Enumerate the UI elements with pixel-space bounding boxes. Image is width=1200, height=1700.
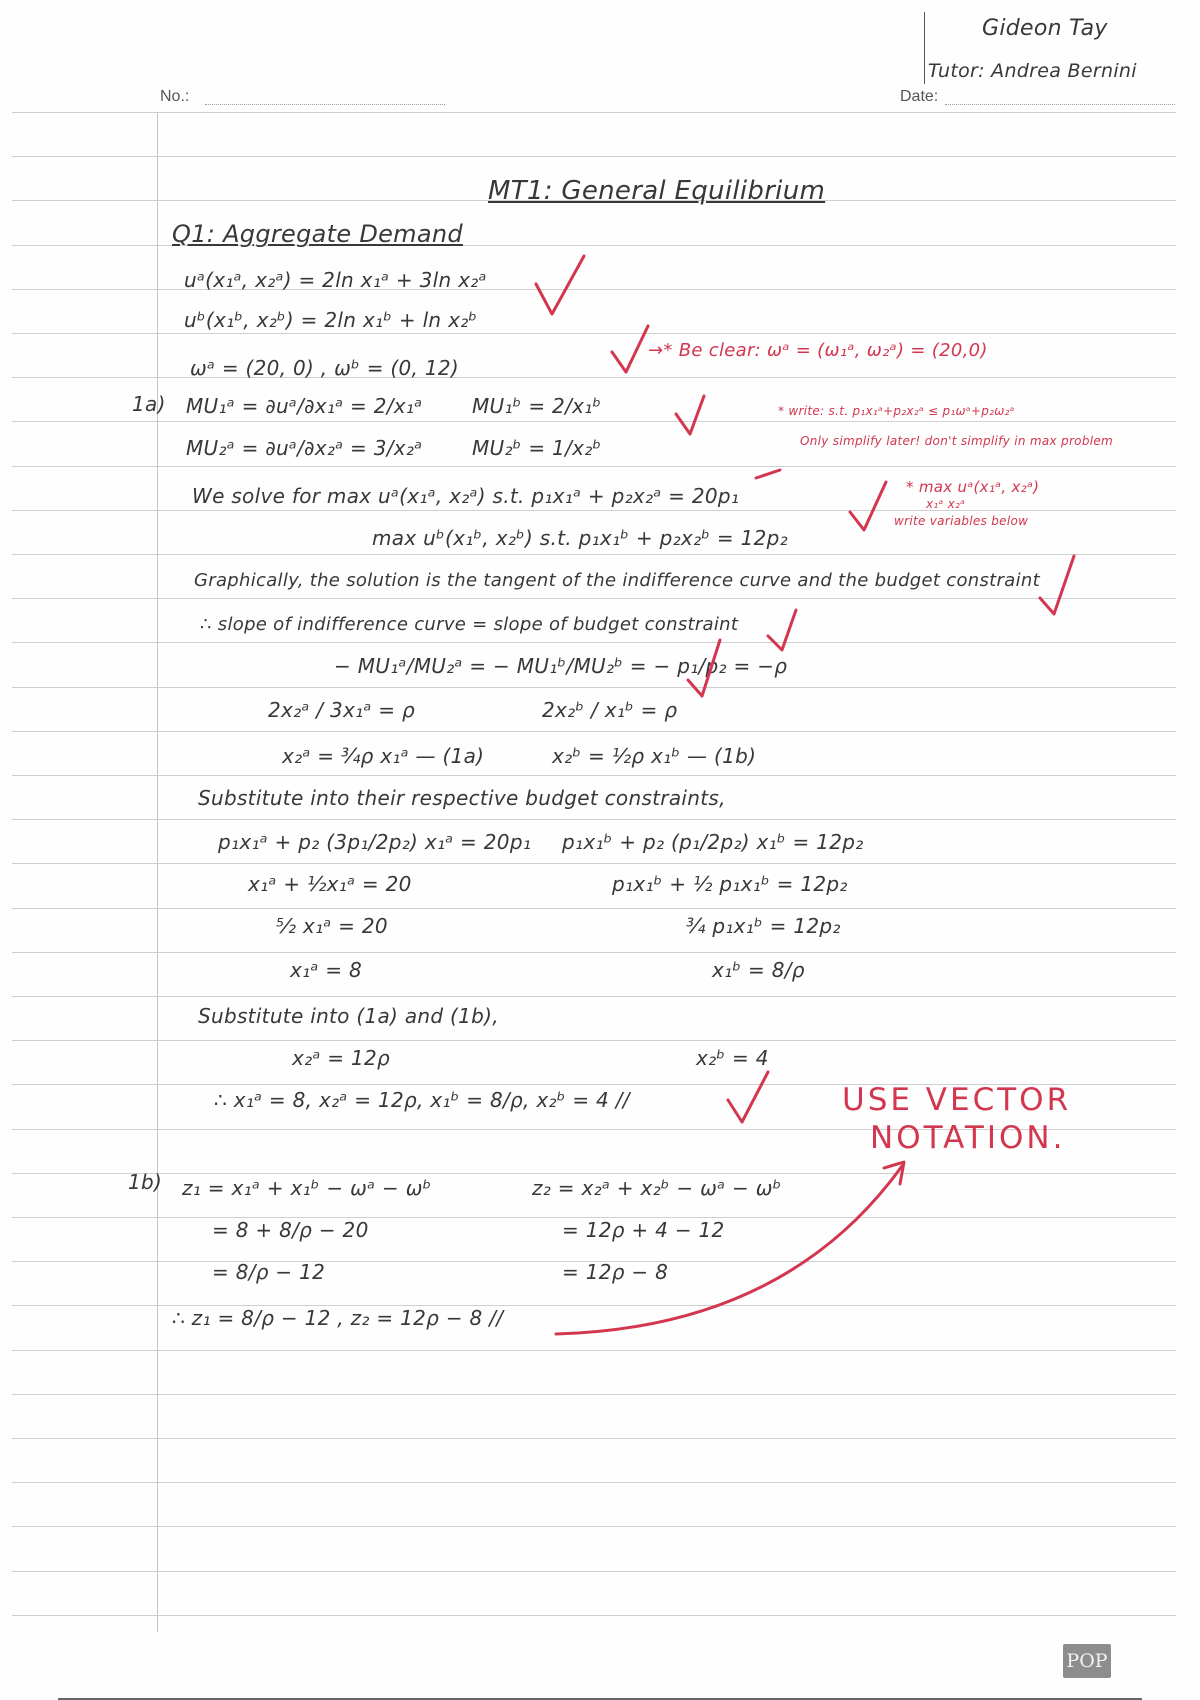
curved-arrow-icon [556, 1166, 902, 1334]
a-step-1: p₁x₁ᵃ + p₂ (3p₁/2p₂) x₁ᵃ = 20p₁ [218, 830, 532, 854]
check-mark-icon [688, 640, 720, 696]
note-write-below: write variables below [894, 514, 1029, 528]
a-step-4: x₁ᵃ = 8 [290, 958, 362, 982]
check-mark-icon [536, 256, 584, 314]
utility-b: uᵇ(x₁ᵇ, x₂ᵇ) = 2ln x₁ᵇ + ln x₂ᵇ [184, 308, 478, 332]
check-mark-icon [676, 396, 704, 434]
b-step-2: p₁x₁ᵇ + ½ p₁x₁ᵇ = 12p₂ [612, 872, 848, 896]
substitute-again-text: Substitute into (1a) and (1b), [198, 1004, 499, 1028]
note-simplify-later: Only simplify later! don't simplify in max problem [800, 434, 1114, 448]
part-b-label: 1b) [128, 1170, 163, 1194]
eq-1a: x₂ᵃ = ¾ρ x₁ᵃ — (1a) [282, 744, 485, 768]
eq-1b: x₂ᵇ = ½ρ x₁ᵇ — (1b) [552, 744, 757, 768]
solve-a: We solve for max uᵃ(x₁ᵃ, x₂ᵃ) s.t. p₁x₁ᵃ + p₂x₂ᵃ = 20p₁ [192, 484, 740, 508]
vector-note-line2: NOTATION. [870, 1120, 1066, 1156]
part-b-final-result: ∴ z₁ = 8/ρ − 12 , z₂ = 12ρ − 8 // [172, 1306, 504, 1330]
x2b-result: x₂ᵇ = 4 [696, 1046, 769, 1070]
endowments: ωᵃ = (20, 0) , ωᵇ = (0, 12) [190, 356, 459, 380]
solve-b: max uᵇ(x₁ᵇ, x₂ᵇ) s.t. p₁x₁ᵇ + p₂x₂ᵇ = 12p₂ [372, 526, 788, 550]
z1-line-2: = 8 + 8/ρ − 20 [212, 1218, 369, 1242]
z2-line-3: = 12ρ − 8 [562, 1260, 669, 1284]
graphical-solution: Graphically, the solution is the tangent of the indifference curve and the budget constraint [194, 570, 1040, 591]
ratio-b: 2x₂ᵇ / x₁ᵇ = ρ [542, 698, 678, 722]
check-mark-icon [728, 1072, 768, 1122]
b-step-1: p₁x₁ᵇ + p₂ (p₁/2p₂) x₁ᵇ = 12p₂ [562, 830, 864, 854]
mu2-a: MU₂ᵃ = ∂uᵃ/∂x₂ᵃ = 3/x₂ᵃ [186, 436, 423, 460]
note-max: * max uᵃ(x₁ᵃ, x₂ᵃ) [906, 478, 1040, 496]
a-step-2: x₁ᵃ + ½x₁ᵃ = 20 [248, 872, 412, 896]
mu1-a: MU₁ᵃ = ∂uᵃ/∂x₁ᵃ = 2/x₁ᵃ [186, 394, 423, 418]
check-mark-icon [612, 326, 648, 372]
x2a-result: x₂ᵃ = 12ρ [292, 1046, 391, 1070]
note-be-clear: →* Be clear: ωᵃ = (ω₁ᵃ, ω₂ᵃ) = (20,0) [648, 340, 988, 361]
check-mark-icon [768, 610, 796, 650]
utility-a: uᵃ(x₁ᵃ, x₂ᵃ) = 2ln x₁ᵃ + 3ln x₂ᵃ [184, 268, 487, 292]
brand-logo: POP [1063, 1644, 1111, 1678]
page-title: MT1: General Equilibrium [488, 176, 826, 206]
substitute-text: Substitute into their respective budget constraints, [198, 786, 726, 810]
a-step-3: ⁵⁄₂ x₁ᵃ = 20 [276, 914, 388, 938]
ratio-a: 2x₂ᵃ / 3x₁ᵃ = ρ [268, 698, 415, 722]
vector-note-line1: USE VECTOR [842, 1082, 1072, 1118]
student-name: Gideon Tay [982, 16, 1108, 41]
question-heading: Q1: Aggregate Demand [172, 220, 463, 248]
z2-line-2: = 12ρ + 4 − 12 [562, 1218, 725, 1242]
check-mark-icon [1040, 556, 1074, 614]
part-a-label: 1a) [132, 392, 166, 416]
note-choice-vars: x₁ᵃ x₂ᵃ [926, 497, 966, 511]
z2-line-1: z₂ = x₂ᵃ + x₂ᵇ − ωᵃ − ωᵇ [532, 1176, 782, 1200]
b-step-3: ¾ p₁x₁ᵇ = 12p₂ [686, 914, 841, 938]
arrow-icon [756, 470, 780, 478]
mu1-b: MU₁ᵇ = 2/x₁ᵇ [472, 394, 602, 418]
part-a-final-result: ∴ x₁ᵃ = 8, x₂ᵃ = 12ρ, x₁ᵇ = 8/ρ, x₂ᵇ = 4 // [214, 1088, 630, 1112]
slope-equality: ∴ slope of indifference curve = slope of budget constraint [200, 614, 739, 635]
note-write-constraint: * write: s.t. p₁x₁ᵃ+p₂x₂ᵃ ≤ p₁ωᵃ+p₂ω₂ᵃ [778, 404, 1015, 418]
tutor-name: Tutor: Andrea Bernini [928, 60, 1137, 82]
mrs-equation: − MU₁ᵃ/MU₂ᵃ = − MU₁ᵇ/MU₂ᵇ = − p₁/p₂ = −ρ [334, 654, 788, 678]
z1-line-3: = 8/ρ − 12 [212, 1260, 326, 1284]
b-step-4: x₁ᵇ = 8/ρ [712, 958, 805, 982]
date-label: Date: [900, 88, 939, 105]
z1-line-1: z₁ = x₁ᵃ + x₁ᵇ − ωᵃ − ωᵇ [182, 1176, 432, 1200]
no-label: No.: [160, 88, 190, 105]
check-mark-icon [850, 482, 886, 530]
mu2-b: MU₂ᵇ = 1/x₂ᵇ [472, 436, 602, 460]
